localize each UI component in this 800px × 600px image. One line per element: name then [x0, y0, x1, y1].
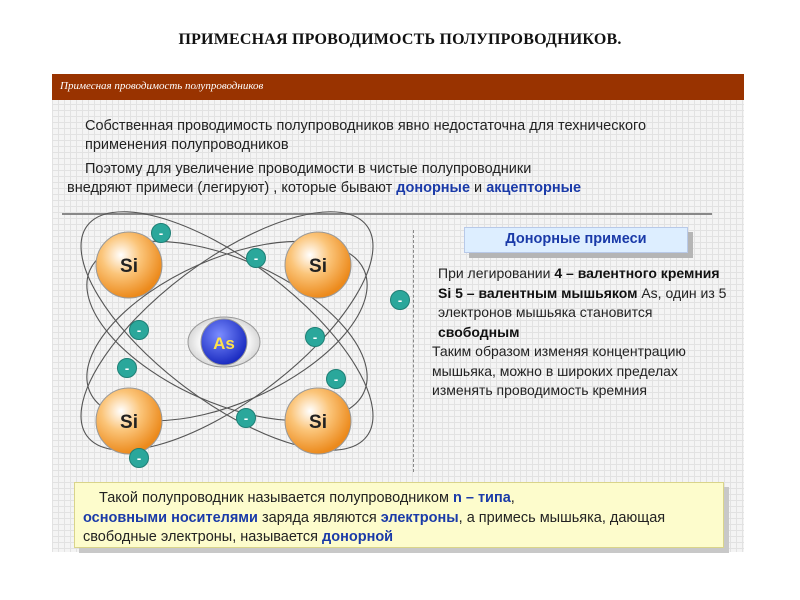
- electron-sign: -: [136, 450, 142, 466]
- electron-sign: -: [158, 225, 164, 241]
- conclusion-text: [83, 489, 723, 548]
- si-label: Si: [309, 412, 327, 433]
- conclusion-box: [74, 482, 724, 548]
- electrons-term: электроны: [380, 509, 459, 526]
- donor-impurities-header: [464, 227, 688, 253]
- electron-sign: -: [333, 371, 339, 387]
- conclusion-part-4: , а примесь мышьяка, дающая свободные электроны, называется: [83, 509, 666, 545]
- desc-bold-1: 4 – валентного кремния Si 5 – валентным мышьяком: [438, 265, 720, 301]
- as-label: As: [213, 334, 235, 353]
- intro-paragraph-1: Собственная проводимость полупроводников явно недостаточна для технического применения полупроводников: [85, 118, 647, 153]
- desc-bold-2: свободным: [438, 323, 520, 340]
- conclusion-part-3: заряда являются: [257, 509, 381, 526]
- donor-term-final: донорной: [322, 529, 394, 545]
- electron-sign: -: [253, 250, 259, 266]
- n-type-term: n – типа: [452, 490, 511, 506]
- si-label: Si: [120, 256, 138, 277]
- electron-sign: -: [312, 329, 318, 345]
- slide: [52, 74, 744, 552]
- donor-term: донорные: [396, 180, 471, 196]
- si-label: Si: [309, 256, 327, 277]
- desc-line-2: Таким образом изменяя концентрацию мышьяка, можно в широких пределах изменять проводимость кремния: [432, 343, 686, 398]
- acceptor-term: акцепторные: [486, 180, 582, 196]
- desc-part-1: При легировании: [438, 265, 555, 281]
- donor-description: [432, 264, 732, 401]
- main-carriers-term: основными носителями: [83, 509, 258, 526]
- conclusion-part-2: ,: [510, 490, 515, 506]
- electron-sign: -: [136, 322, 142, 338]
- and-word: и: [470, 180, 487, 196]
- conclusion-part-1: Такой полупроводник называется полупроводником: [99, 490, 453, 506]
- banner-title: Примесная проводимость полупроводников: [60, 80, 264, 92]
- page-title: ПРИМЕСНАЯ ПРОВОДИМОСТЬ ПОЛУПРОВОДНИКОВ.: [178, 31, 622, 48]
- intro-line-1: Поэтому для увеличение проводимости в чистые полупроводники: [85, 161, 532, 177]
- desc-part-2: As, один из 5 электронов мышьяка становится: [438, 284, 727, 320]
- electron-sign: -: [243, 410, 249, 426]
- intro-line-2: внедряют примеси (легируют) , которые бывают: [67, 180, 397, 196]
- electron-sign: -: [397, 292, 403, 308]
- si-label: Si: [120, 412, 138, 433]
- donor-header-label: Донорные примеси: [505, 231, 647, 247]
- electron-sign: -: [124, 360, 130, 376]
